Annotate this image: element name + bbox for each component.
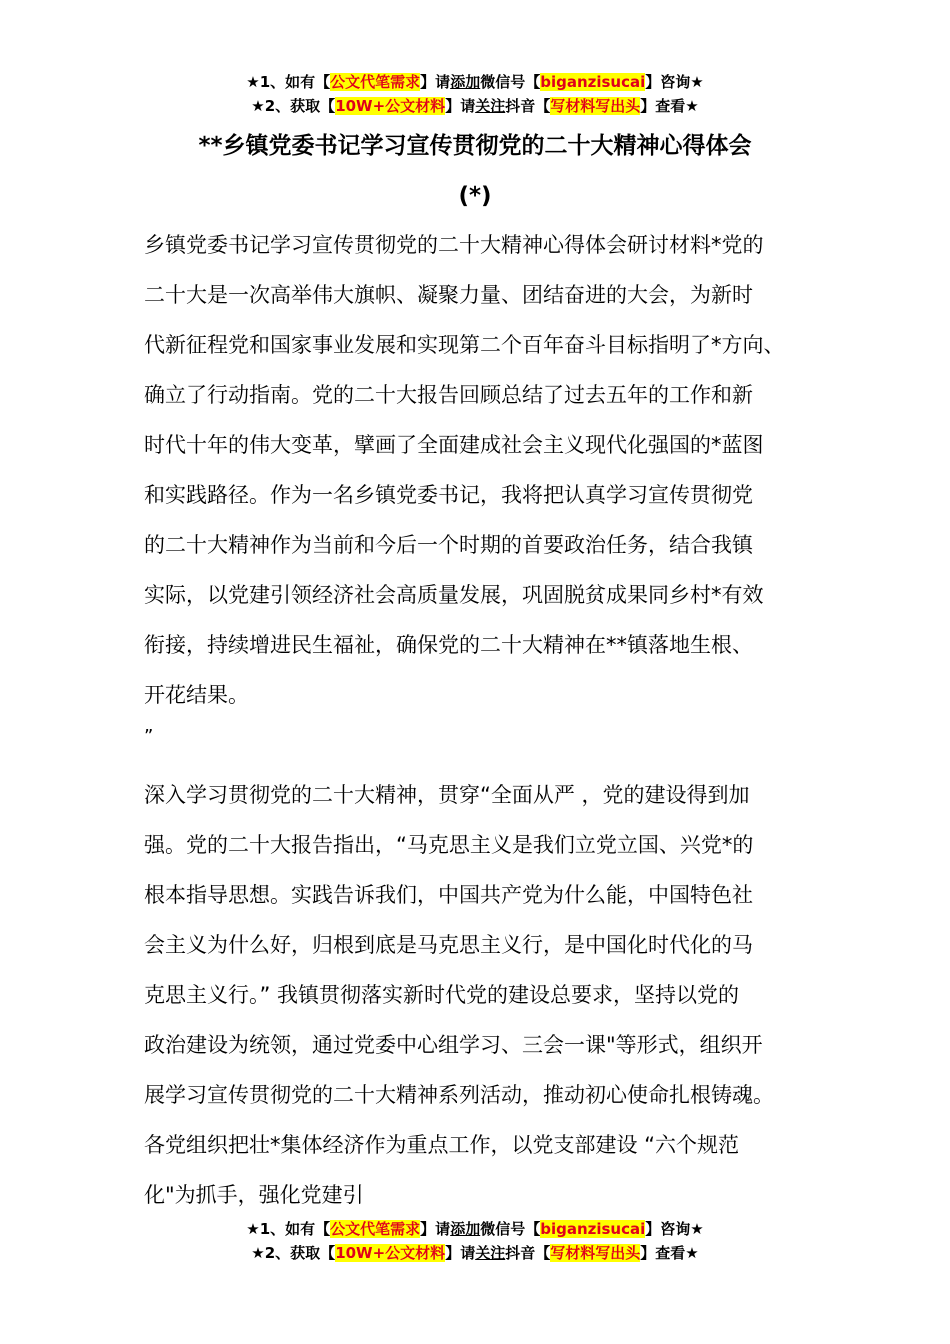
banner-underlined-text: 关注 [475, 97, 506, 115]
text-line: 的二十大精神作为当前和今后一个时期的首要政治任务，结合我镇 [144, 533, 753, 557]
header-banner [0, 70, 950, 118]
banner-text: 】请 [420, 73, 451, 91]
banner-text: ★2、获取【 [251, 1244, 336, 1262]
banner-underlined-text: 关注 [475, 1244, 506, 1262]
banner-text: 抖音【 [505, 97, 551, 115]
banner-text: 】查看★ [640, 1244, 699, 1262]
highlight-douyin-account: 写材料写出头 [550, 97, 641, 115]
highlight-writing-service: 公文代笔需求 [330, 1220, 421, 1238]
banner-text: 抖音【 [505, 1244, 551, 1262]
banner-underlined-text: 添加 [450, 73, 481, 91]
banner-text: 】请 [445, 97, 476, 115]
document-subtitle: (*) [458, 183, 492, 209]
text-line: 衔接，持续增进民生福祉，确保党的二十大精神在**镇落地生根、 [144, 633, 753, 657]
text-line: 二十大是一次高举伟大旗帜、凝聚力量、团结奋进的大会，为新时 [144, 283, 753, 307]
banner-line-2 [0, 1241, 950, 1265]
text-line: 强。党的二十大报告指出，“马克思主义是我们立党立国、兴党*的 [144, 833, 754, 857]
banner-underlined-text: 添加 [450, 1220, 481, 1238]
text-line: 深入学习贯彻党的二十大精神，贯穿“全面从严 ，党的建设得到加 [144, 783, 750, 807]
text-line: 和实践路径。作为一名乡镇党委书记，我将把认真学习宣传贯彻党 [144, 483, 753, 507]
text-line: 代新征程党和国家事业发展和实现第二个百年奋斗目标指明了*方向、 [144, 333, 785, 357]
banner-text: 】咨询★ [645, 1220, 704, 1238]
banner-text: 微信号【 [480, 1220, 541, 1238]
paragraph-1 [144, 220, 824, 720]
text-line: 实际，以党建引领经济社会高质量发展，巩固脱贫成果同乡村*有效 [144, 583, 764, 607]
banner-text: 】查看★ [640, 97, 699, 115]
highlight-materials: 10W+公文材料 [335, 1244, 446, 1262]
highlight-wechat-id: biganzisucai [540, 1220, 646, 1238]
text-line: 确立了行动指南。党的二十大报告回顾总结了过去五年的工作和新 [144, 383, 753, 407]
highlight-writing-service: 公文代笔需求 [330, 73, 421, 91]
highlight-douyin-account: 写材料写出头 [550, 1244, 641, 1262]
text-line: 会主义为什么好，归根到底是马克思主义行，是中国化时代化的马 [144, 933, 753, 957]
banner-text: 】请 [445, 1244, 476, 1262]
banner-text: 】请 [420, 1220, 451, 1238]
text-line: 展学习宣传贯彻党的二十大精神系列活动，推动初心使命扎根铸魂。 [144, 1083, 774, 1107]
banner-text: ★2、获取【 [251, 97, 336, 115]
text-line: 政治建设为统领，通过党委中心组学习、三会一课"等形式，组织开 [144, 1033, 763, 1057]
text-line: 乡镇党委书记学习宣传贯彻党的二十大精神心得体会研讨材料*党的 [144, 233, 764, 257]
banner-text: ★1、如有【 [246, 73, 331, 91]
banner-text: 】咨询★ [645, 73, 704, 91]
text-line: 化"为抓手，强化党建引 [144, 1183, 364, 1207]
paragraph-2 [144, 770, 824, 1220]
highlight-materials: 10W+公文材料 [335, 97, 446, 115]
banner-line-1 [0, 70, 950, 94]
text-line: 克思主义行。” 我镇贯彻落实新时代党的建设总要求，坚持以党的 [144, 983, 740, 1007]
banner-line-1 [0, 1217, 950, 1241]
document-title: **乡镇党委书记学习宣传贯彻党的二十大精神心得体会 [198, 133, 752, 159]
text-line: 开花结果。 [144, 683, 249, 707]
banner-line-2 [0, 94, 950, 118]
text-line: 各党组织把壮*集体经济作为重点工作，以党支部建设 “六个规范 [144, 1133, 740, 1157]
footer-banner [0, 1217, 950, 1265]
banner-text: ★1、如有【 [246, 1220, 331, 1238]
text-line: 根本指导思想。实践告诉我们，中国共产党为什么能，中国特色社 [144, 883, 753, 907]
highlight-wechat-id: biganzisucai [540, 73, 646, 91]
text-line: 时代十年的伟大变革，擘画了全面建成社会主义现代化强国的*蓝图 [144, 433, 764, 457]
stray-quote-mark: ” [144, 726, 154, 747]
banner-text: 微信号【 [480, 73, 541, 91]
